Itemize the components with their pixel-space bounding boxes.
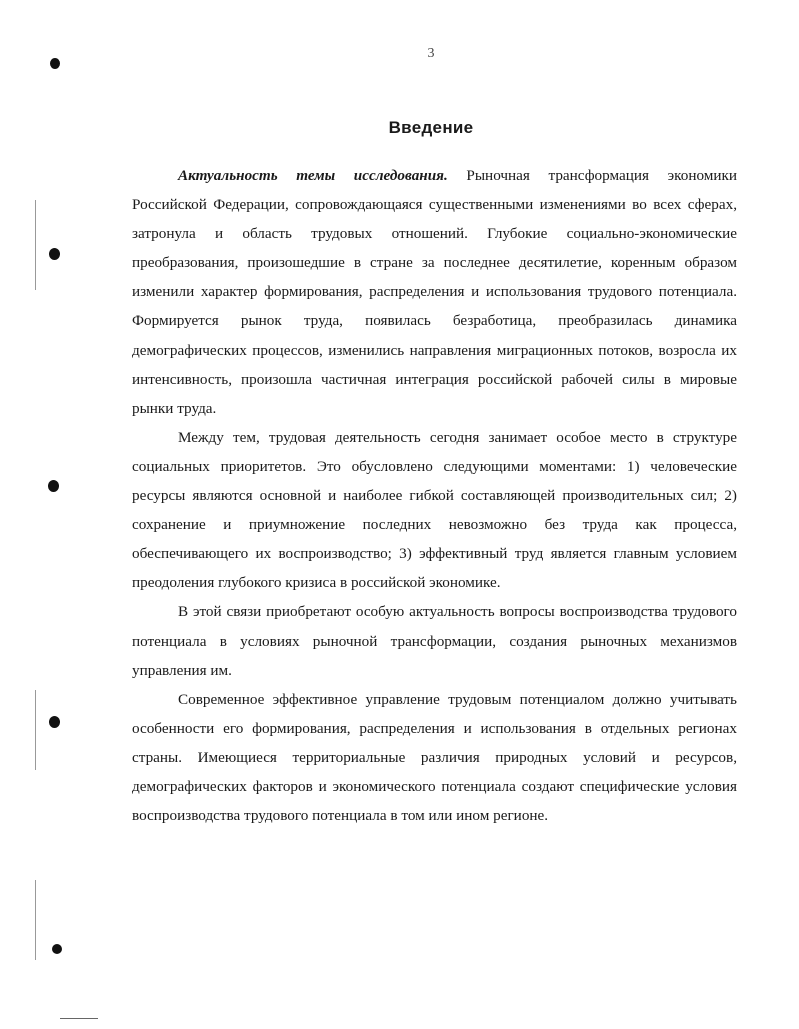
paragraph: В этой связи приобретают особую актуальность вопросы воспроизводства трудового потенциала в условиях рыночной трансформации, создания рыночных механизмов управления им. [132, 603, 737, 679]
binding-hole-mark [49, 248, 60, 260]
paragraph-lead: Актуальность темы исследования. [178, 167, 448, 184]
binding-hole-mark [52, 944, 62, 954]
scan-dash [60, 1018, 98, 1019]
margin-line [35, 880, 36, 960]
page-number: 3 [427, 46, 435, 61]
paragraph-text: Рыночная трансформация экономики Российской Федерации, сопровождающаяся существенными изменениями во всех сферах, затронула и область трудовых отношений. Глубокие социально-экономические преобразования, произошедшие в стране за последнее десятилетие, коренным образом изменили характер формирования, распределения и использования трудового потенциала. Формируется рынок труда, появилась безработица, преобразилась динамика демографических процессов, изменились направления миграционных потоков, возросла их интенсивность, произошла частичная интеграция российской рабочей силы в мировые рынки труда. [132, 167, 738, 417]
document-body [132, 161, 737, 830]
binding-hole-mark [48, 480, 59, 492]
page-title: Введение [388, 118, 474, 137]
margin-line [35, 200, 36, 290]
margin-line [35, 690, 36, 770]
paragraph: Между тем, трудовая деятельность сегодня занимает особое место в структуре социальных приоритетов. Это обусловлено следующими моментами: 1) человеческие ресурсы являются основной и наиболее гибкой составляющей производительных сил; 2) сохранение и приумножение последних невозможно без труда как процесса, обеспечивающего их воспроизводство; 3) эффективный труд является главным условием преодоления глубокого кризиса в российской экономике. [132, 428, 737, 592]
binding-hole-mark [49, 716, 60, 728]
paragraph [132, 161, 737, 423]
paragraph: Современное эффективное управление трудовым потенциалом должно учитывать особенности его формирования, распределения и использования в отдельных регионах страны. Имеющиеся территориальные различия природных условий и ресурсов, демографических факторов и экономического потенциала создают специфические условия воспроизводства трудового потенциала в том или ином регионе. [132, 690, 737, 825]
